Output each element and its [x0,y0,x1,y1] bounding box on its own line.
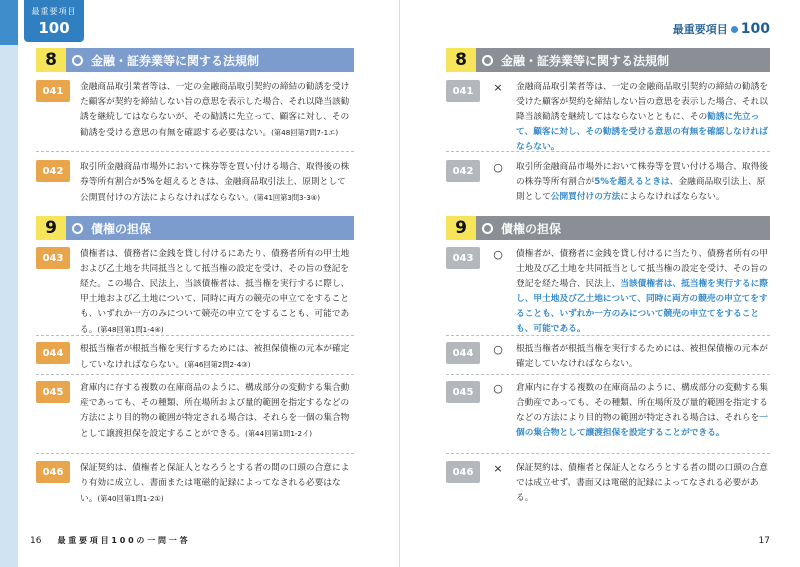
question-item-046 [36,461,354,507]
question-citation: (第41回第3問3-3④) [253,193,321,202]
answer-text: 保証契約は、債権者と保証人となろうとする者の間の口頭の合意では成立せず、書面又は電磁的記録によってなされる必要がある。 [516,463,768,503]
question-text: 根抵当権者が根抵当権を実行するためには、被担保債権の元本が確定していなければならない。(第46回第2問2-4③) [80,344,350,370]
page-number: 17 [758,536,770,546]
chapter-side-tab [0,0,18,567]
answer-number: 044 [446,342,480,364]
question-citation: (第46回第2問2-4③) [184,360,251,369]
divider [36,374,354,375]
section-number: 8 [36,48,66,72]
question-text: 保証契約は、債権者と保証人となろうとする者の間の口頭の合意により有効に成立し、書面または電磁的記録によってなされる必要はない。(第40回第1問1-2①) [80,463,350,504]
answer-mark: ○ [493,248,503,261]
answer-item-042 [446,160,770,205]
question-number: 046 [36,461,70,483]
page-number: 16 [30,535,42,546]
question-item-045 [36,381,354,442]
circle-bullet-icon [482,223,493,234]
answer-text: 倉庫内に存する複数の在庫商品のように、構成部分の変動する集合動産であっても、その種類、所在場所及び量的範囲を指定するなどの方法により目的物の範囲が特定される場合は、それらを一個の集合物として譲渡担保を設定することができる。 [516,383,768,438]
page-footer [30,535,188,546]
section-number: 8 [446,48,476,72]
circle-bullet-icon [482,55,493,66]
dot-icon [731,26,738,33]
answer-number: 046 [446,461,480,483]
header-label: 最重要項目 [672,23,728,36]
question-text: 債権者は、債務者に金銭を貸し付けるにあたり、債務者所有の甲土地および乙土地を共同抵当として抵当権の設定を受け、その旨の登記を経た。この場合、民法上、当該債権者は、抵当権を実行するに際し、甲土地および乙土地について、同時に両方の競売の申立てをすることも、いずれか一方のみについて競売の申立てをすることも、可能である。(第48回第1問1-4④) [80,249,350,335]
section-title: 金融・証券業等に関する法規制 [91,53,260,68]
section-number: 9 [36,216,66,240]
divider [36,453,354,454]
circle-bullet-icon [72,55,83,66]
section-heading-8 [446,48,770,72]
question-number: 043 [36,247,70,269]
question-item-042 [36,160,354,206]
question-number: 042 [36,160,70,182]
section-number: 9 [446,216,476,240]
answer-item-043 [446,247,770,337]
answer-item-041 [446,80,770,155]
badge-label: 最重要項目 [31,7,77,16]
question-number: 044 [36,342,70,364]
page-header [673,21,770,37]
answer-highlight: 勧誘に先立って、顧客に対し、その勧誘を受ける意思の有無を確認しなければならない。 [516,112,768,152]
answer-text: 取引所金融商品市場外において株券等を買い付ける場合、取得後の株券等所有割合が5%を超えるときは、金融商品取引法上、原則として公開買付けの方法によらなければならない。 [516,162,768,202]
question-item-043 [36,247,354,338]
question-number: 041 [36,80,70,102]
section-heading-8 [36,48,354,72]
answer-number: 043 [446,247,480,269]
question-citation: (第44回第1問1-2イ) [245,429,313,438]
divider [36,335,354,336]
badge-number: 100 [38,19,70,37]
question-item-044 [36,342,354,373]
section-title: 債権の担保 [91,221,152,236]
question-citation: (第48回第1問1-4④) [97,325,164,334]
answer-item-044 [446,342,770,372]
question-text: 倉庫内に存する複数の在庫商品のように、構成部分の変動する集合動産であっても、その種類、所在場所および量的範囲を指定するなどの方法により目的物の範囲が特定される場合は、それらを一個の集合物として譲渡担保を設定することができる。(第44回第1問1-2イ) [80,383,350,439]
section-title: 債権の担保 [501,221,562,236]
section-title: 金融・証券業等に関する法規制 [501,53,670,68]
section-heading-9 [36,216,354,240]
answer-mark: ○ [493,343,503,356]
answer-number: 041 [446,80,480,102]
divider [446,335,770,336]
answer-mark: × [493,81,503,94]
answer-text: 根抵当権者が根抵当権を実行するためには、被担保債権の元本が確定していなければならない。 [516,344,768,369]
question-citation: (第48回第7問7-1エ) [271,128,339,137]
question-number: 045 [36,381,70,403]
answer-number: 042 [446,160,480,182]
answer-mark: × [493,462,503,475]
question-text: 取引所金融商品市場外において株券等を買い付ける場合、取得後の株券等所有割合が5%を超えるときは、金融商品取引法上、原則として公開買付けの方法によらなければならない。(第41回第3問3-3④) [80,162,350,203]
top-badge [24,0,84,42]
divider [446,374,770,375]
answer-mark: ○ [493,161,503,174]
question-text: 金融商品取引業者等は、一定の金融商品取引契約の締結の勧誘を受けた顧客が契約を締結しない旨の意思を表示した場合、それ以降当該勧誘を継続してはならないが、その勧誘に先立って、顧客に対し、その勧誘を受ける意思の有無を確認する必要はない。(第48回第7問7-1エ) [80,82,350,138]
answer-highlight: 一個の集合物として譲渡担保を設定することができる。 [516,413,768,438]
question-item-041 [36,80,354,141]
answer-item-045 [446,381,770,441]
answer-mark: ○ [493,382,503,395]
circle-bullet-icon [72,223,83,234]
divider [446,151,770,152]
divider [446,453,770,454]
header-number: 100 [740,21,770,37]
section-heading-9 [446,216,770,240]
answer-highlight: 5%を超えるときは [594,177,670,187]
divider [36,151,354,152]
right-page [400,0,800,567]
answer-text: 金融商品取引業者等は、一定の金融商品取引契約の締結の勧誘を受けた顧客が契約を締結しない旨の意思を表示した場合、それ以降当該勧誘を継続してはならないとともに、その勧誘に先立って、顧客に対し、その勧誘を受ける意思の有無を確認しなければならない。 [516,82,768,152]
answer-number: 045 [446,381,480,403]
answer-highlight: 公開買付けの方法 [550,192,621,202]
book-title: 最 重 要 項 目 1 0 0 の 一 問 一 答 [57,536,188,545]
question-citation: (第40回第1問1-2①) [97,494,164,503]
answer-text: 債権者が、債務者に金銭を貸し付けるに当たり、債務者所有の甲土地及び乙土地を共同抵当として抵当権の設定を受け、その旨の登記を経た場合、民法上、当該債権者は、抵当権を実行するに際し、甲土地及び乙土地について、同時に両方の競売の申立てをすることも、いずれか一方のみについて競売の申立てをすることも、可能である。 [516,249,768,334]
answer-highlight: 当該債権者は、抵当権を実行するに際し、甲土地及び乙土地について、同時に両方の競売の申立てをすることも、いずれか一方のみについて競売の申立てをすることも、可能である。 [516,279,768,334]
answer-item-046 [446,461,770,506]
